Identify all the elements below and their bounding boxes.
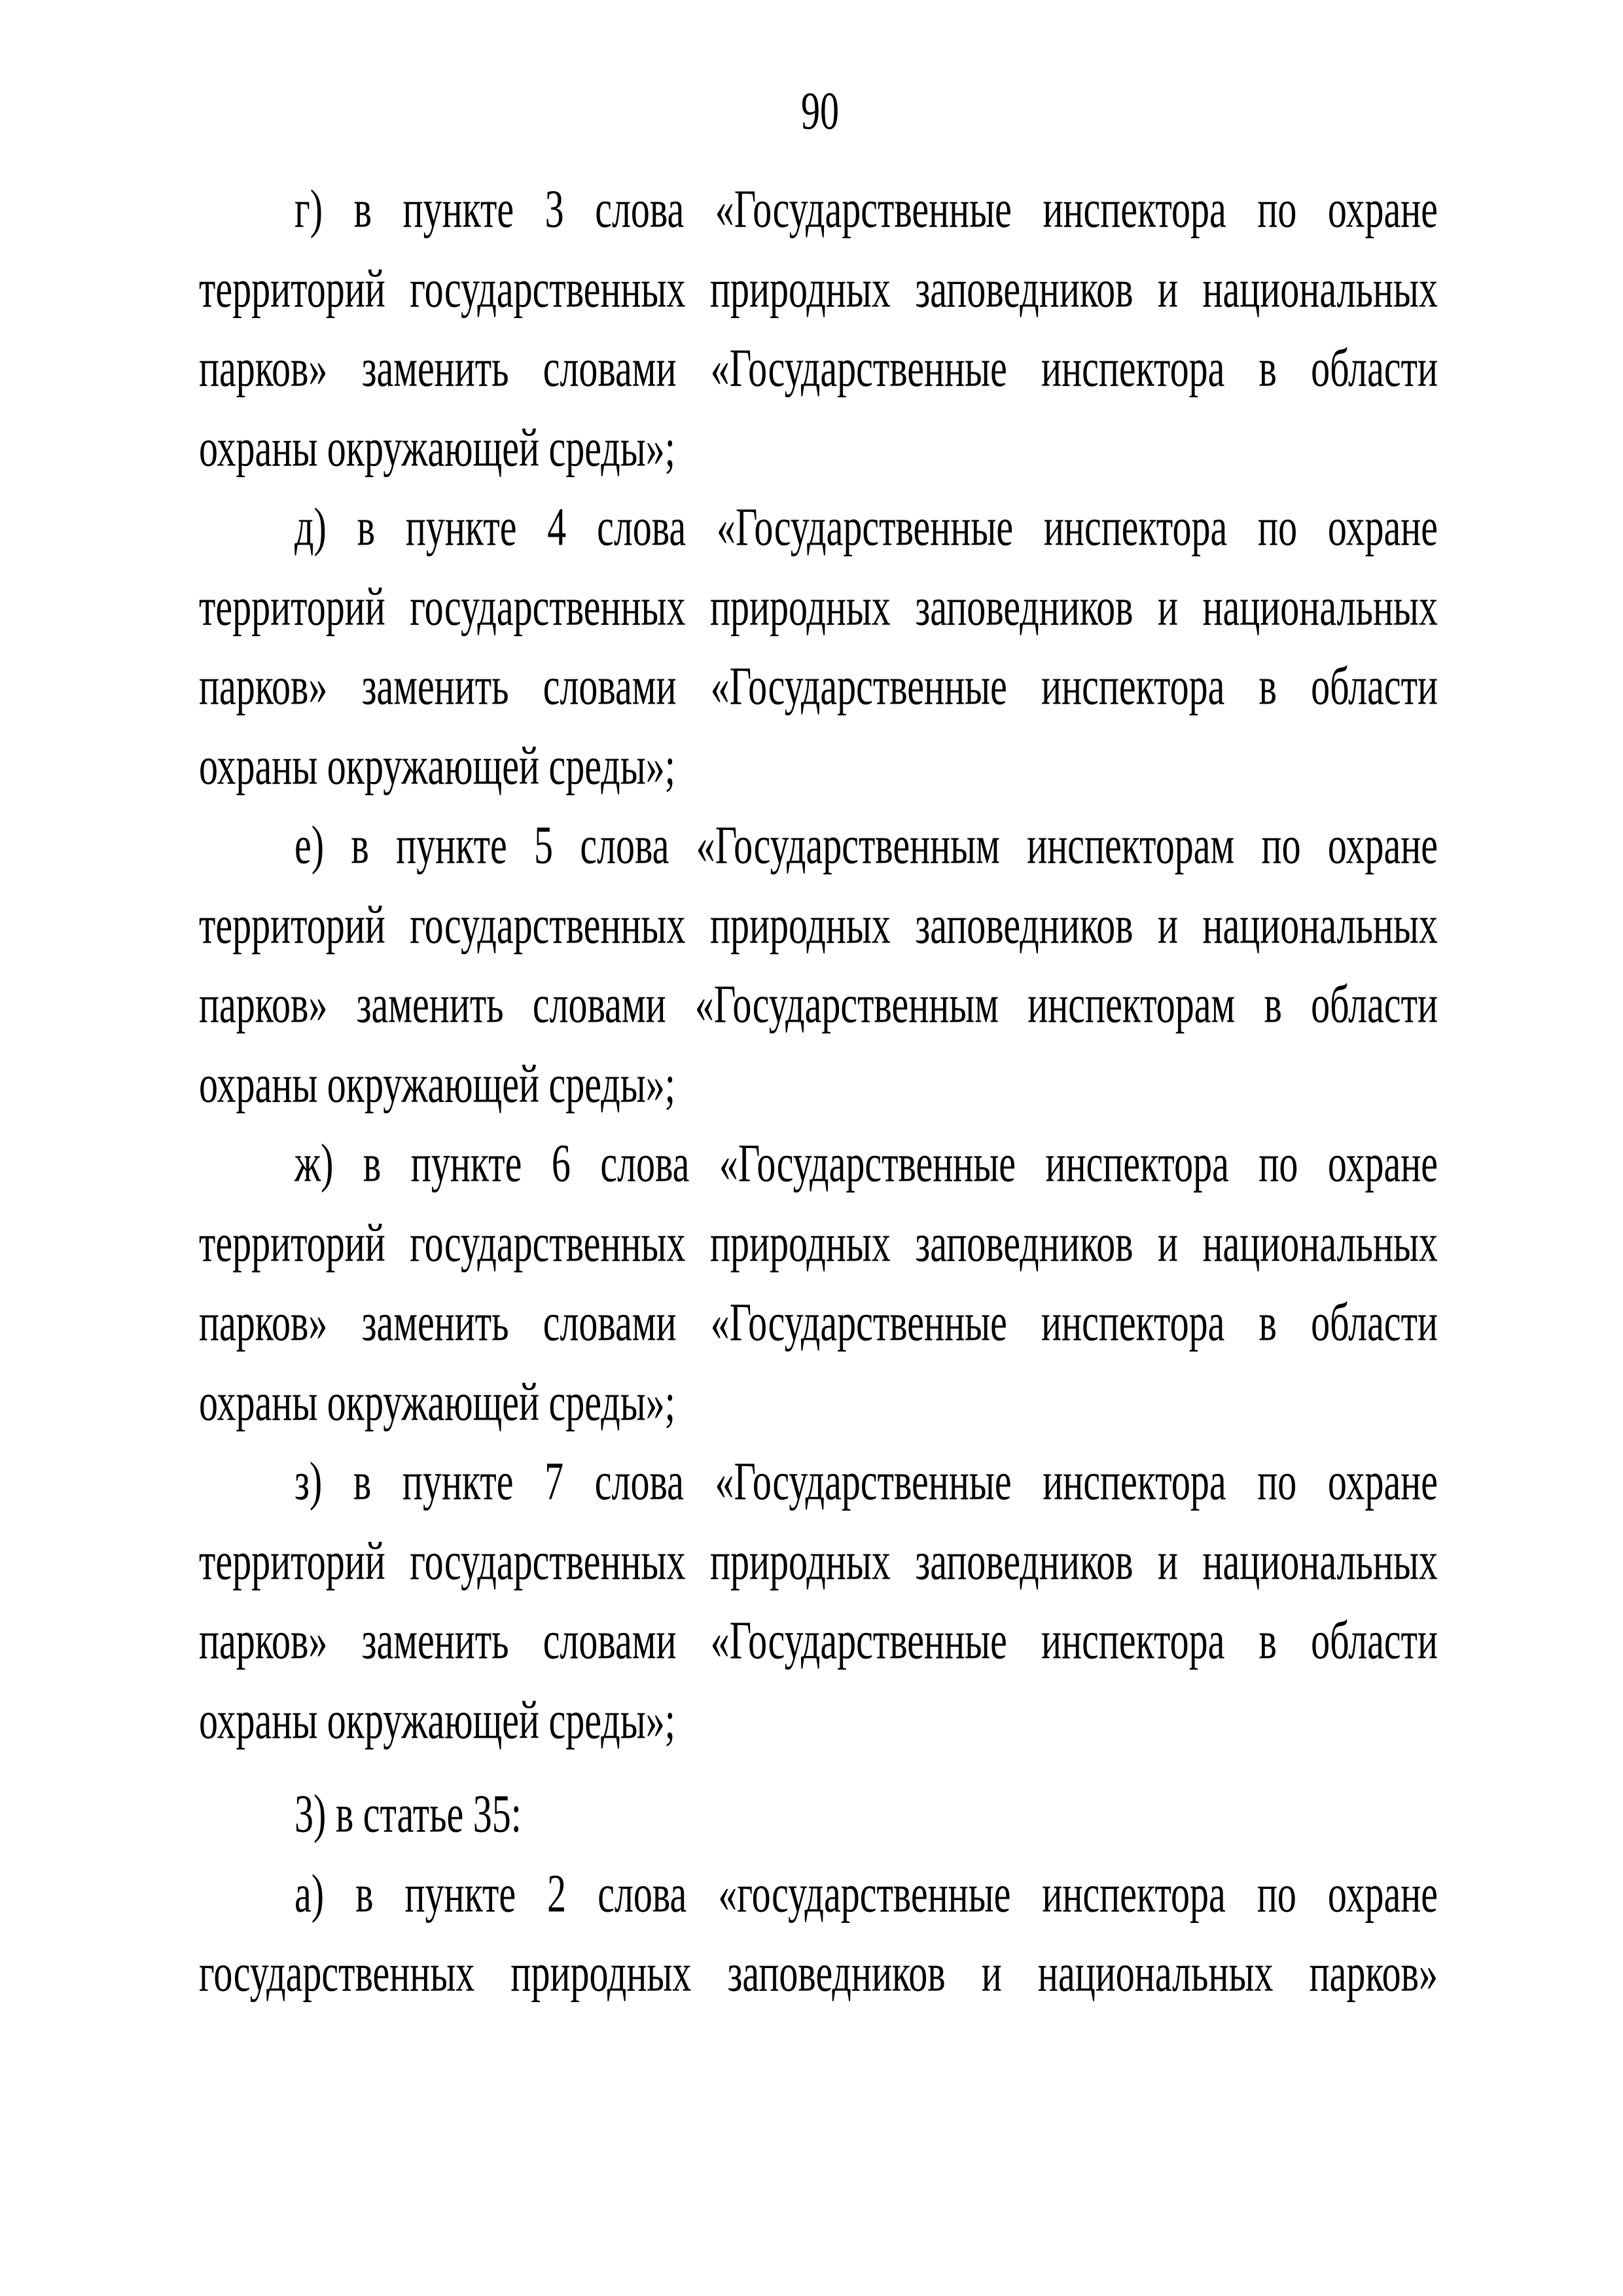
text-line: охраны окружающей среды»; <box>199 1689 675 1750</box>
paragraph <box>199 171 1438 489</box>
paragraph <box>199 807 1438 1125</box>
text-line: парков» заменить словами «Государственные инспектора в области <box>199 1291 1438 1352</box>
text-line: государственных природных заповедников и национальных парков» <box>199 1942 1438 2003</box>
text-line: а) в пункте 2 слова «государственные инспектора по охране <box>294 1863 1438 1924</box>
text-line: 3) в статье 35: <box>294 1783 522 1844</box>
text-line: ж) в пункте 6 слова «Государственные инспектора по охране <box>294 1132 1438 1193</box>
text-line: территорий государственных природных заповедников и национальных <box>199 258 1438 319</box>
text-line: охраны окружающей среды»; <box>199 417 675 478</box>
text-line: парков» заменить словами «Государственным инспекторам в области <box>199 973 1438 1034</box>
text-line: территорий государственных природных заповедников и национальных <box>199 894 1438 955</box>
text-line: парков» заменить словами «Государственные инспектора в области <box>199 337 1438 398</box>
text-line: з) в пункте 7 слова «Государственные инспектора по охране <box>294 1450 1438 1511</box>
page-number: 90 <box>801 81 839 141</box>
text-line: территорий государственных природных заповедников и национальных <box>199 1530 1438 1591</box>
document-body <box>199 171 1438 2015</box>
text-line: парков» заменить словами «Государственные инспектора в области <box>199 655 1438 716</box>
text-line: д) в пункте 4 слова «Государственные инспектора по охране <box>294 496 1438 557</box>
text-line: е) в пункте 5 слова «Государственным инспекторам по охране <box>294 814 1438 875</box>
text-line: г) в пункте 3 слова «Государственные инспектора по охране <box>294 178 1438 239</box>
text-line: территорий государственных природных заповедников и национальных <box>199 1212 1438 1273</box>
paragraph <box>199 1443 1438 1761</box>
text-line: охраны окружающей среды»; <box>199 1053 675 1114</box>
text-line: охраны окружающей среды»; <box>199 735 675 796</box>
text-line: охраны окружающей среды»; <box>199 1371 675 1432</box>
paragraph <box>199 1856 1438 2015</box>
paragraph <box>199 1125 1438 1443</box>
paragraph <box>199 489 1438 807</box>
text-line: парков» заменить словами «Государственные инспектора в области <box>199 1609 1438 1670</box>
text-line: территорий государственных природных заповедников и национальных <box>199 576 1438 637</box>
